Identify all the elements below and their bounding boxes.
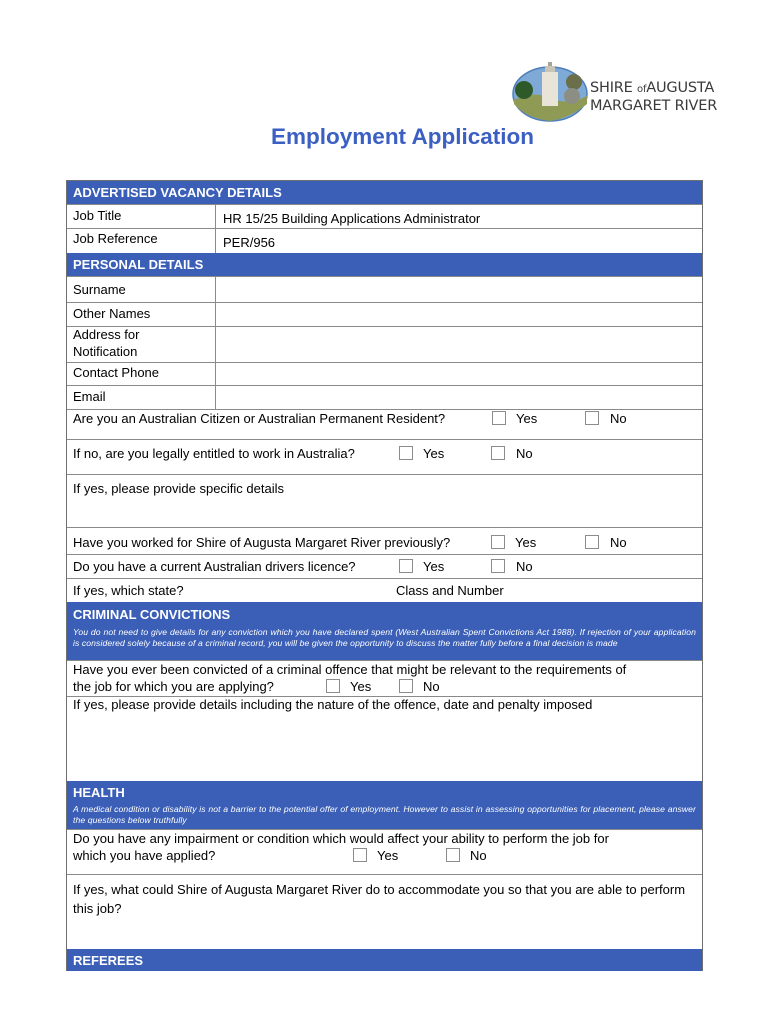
entitled-yes-label: Yes [423, 446, 445, 461]
page-title: Employment Application [271, 124, 534, 149]
logo-augusta: AUGUSTA [646, 80, 715, 96]
entitled-no-label: No [516, 446, 533, 461]
worked-previously-question: Have you worked for Shire of Augusta Margaret River previously? [73, 535, 451, 550]
specific-details-question: If yes, please provide specific details [73, 481, 284, 496]
shire-logo [512, 60, 737, 124]
licence-question: Do you have a current Australian drivers licence? [73, 559, 356, 574]
logo-shire: SHIRE [590, 80, 633, 96]
criminal-note: You do not need to give details for any conviction which you have declared spent (West Australian Spent Convictions Act 1988). If rejection of your application is considered solely because of a criminal record, you will be given the opportunity to discuss the matter fully before a final decision is made [67, 626, 702, 660]
worked-yes-checkbox[interactable] [491, 535, 505, 549]
job-title-value: HR 15/25 Building Applications Administrator [223, 211, 481, 226]
job-reference-label: Job Reference [73, 231, 158, 246]
section-header-health: HEALTH [67, 781, 702, 803]
licence-yes-checkbox[interactable] [399, 559, 413, 573]
offence-details-question: If yes, please provide details including the nature of the offence, date and penalty imposed [73, 697, 593, 712]
section-header-referees: REFEREES [67, 949, 702, 971]
citizen-yes-label: Yes [516, 411, 538, 426]
health-question-line2: which you have applied? [73, 848, 216, 863]
job-title-label: Job Title [73, 208, 122, 223]
email-label: Email [73, 389, 106, 404]
logo-margaret-river: MARGARET RIVER [590, 98, 718, 114]
job-reference-value: PER/956 [223, 235, 276, 250]
licence-no-checkbox[interactable] [491, 559, 505, 573]
criminal-no-label: No [423, 679, 440, 694]
health-yes-label: Yes [377, 848, 399, 863]
other-names-label: Other Names [73, 306, 151, 321]
section-header-vacancy: ADVERTISED VACANCY DETAILS [67, 181, 702, 204]
health-yes-checkbox[interactable] [353, 848, 367, 862]
criminal-no-checkbox[interactable] [399, 679, 413, 693]
entitled-no-checkbox[interactable] [491, 446, 505, 460]
health-question-line1: Do you have any impairment or condition which would affect your ability to perform the job for [73, 831, 609, 846]
licence-no-label: No [516, 559, 533, 574]
logo-of: of [637, 84, 647, 95]
health-no-checkbox[interactable] [446, 848, 460, 862]
section-header-personal: PERSONAL DETAILS [67, 253, 702, 276]
section-header-criminal: CRIMINAL CONVICTIONS [67, 602, 702, 626]
citizen-yes-checkbox[interactable] [492, 411, 506, 425]
worked-no-label: No [610, 535, 627, 550]
citizen-question: Are you an Australian Citizen or Australian Permanent Resident? [73, 411, 446, 426]
which-state-label: If yes, which state? [73, 583, 184, 598]
citizen-no-checkbox[interactable] [585, 411, 599, 425]
criminal-yes-label: Yes [350, 679, 372, 694]
entitled-question: If no, are you legally entitled to work in Australia? [73, 446, 355, 461]
health-note: A medical condition or disability is not a barrier to the potential offer of employment. However to assist in assessing opportunities for placement, please answer the questions below truthfully [67, 803, 702, 829]
accommodate-question: If yes, what could Shire of Augusta Margaret River do to accommodate you so that you are able to perform this job? [73, 882, 686, 916]
surname-label: Surname [73, 282, 126, 297]
criminal-question-line2: the job for which you are applying? [73, 679, 274, 694]
address-label: Address for Notification [73, 327, 140, 359]
shire-wordmark [590, 80, 717, 114]
class-number-label: Class and Number [396, 583, 504, 598]
worked-yes-label: Yes [515, 535, 537, 550]
application-form [66, 180, 703, 971]
criminal-yes-checkbox[interactable] [326, 679, 340, 693]
worked-no-checkbox[interactable] [585, 535, 599, 549]
shire-emblem-icon [512, 60, 588, 124]
health-no-label: No [470, 848, 487, 863]
citizen-no-label: No [610, 411, 627, 426]
entitled-yes-checkbox[interactable] [399, 446, 413, 460]
criminal-question-line1: Have you ever been convicted of a criminal offence that might be relevant to the requirements of [73, 662, 627, 677]
contact-phone-label: Contact Phone [73, 365, 160, 380]
licence-yes-label: Yes [423, 559, 445, 574]
